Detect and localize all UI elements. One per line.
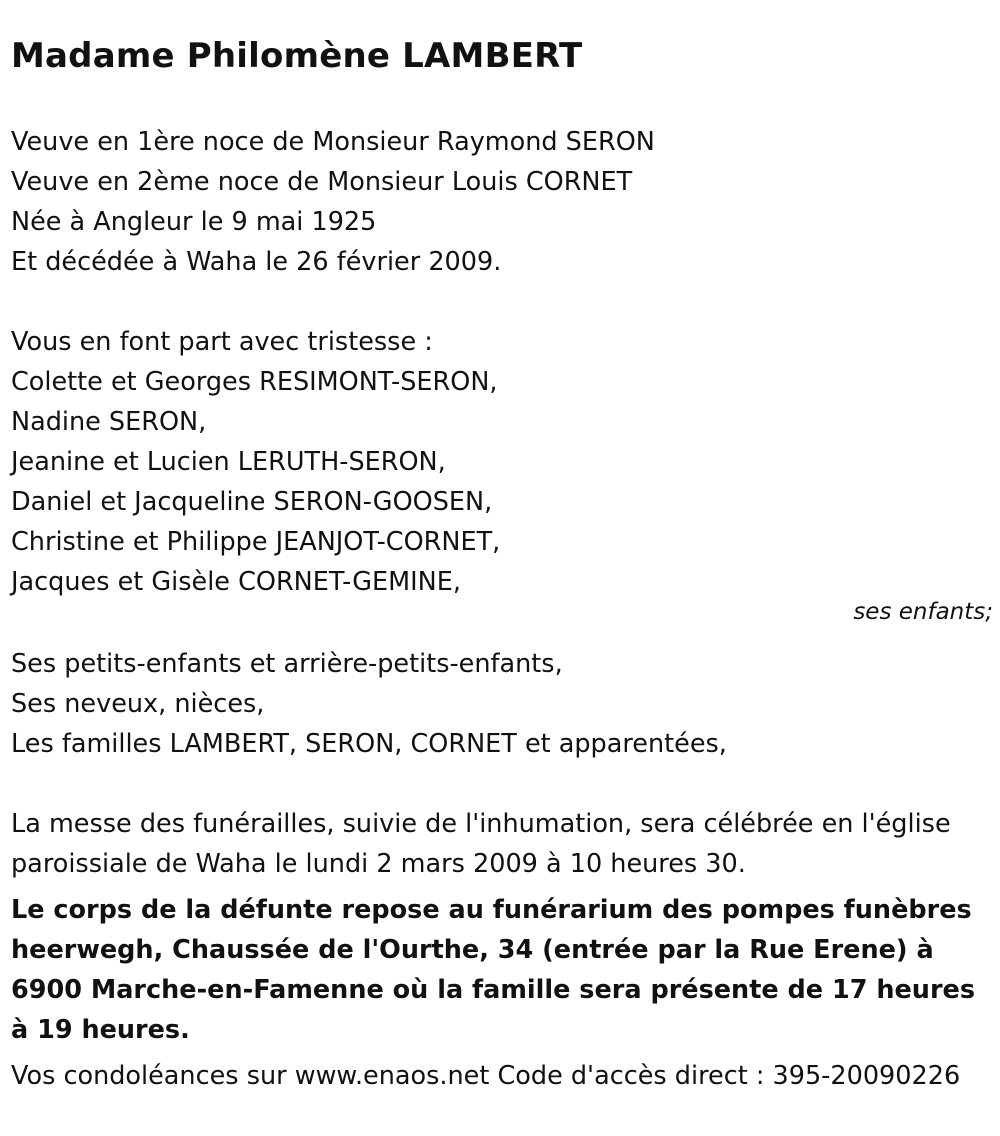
child-entry: Jacques et Gisèle CORNET-GEMINE, <box>11 567 461 597</box>
children-label: ses enfants; <box>853 599 993 625</box>
funeral-details <box>11 804 991 1096</box>
child-entry: Christine et Philippe JEANJOT-CORNET, <box>11 527 501 557</box>
info-line-death: Et décédée à Waha le 26 février 2009. <box>11 247 502 277</box>
child-entry: Nadine SERON, <box>11 407 207 437</box>
relatives-line: Ses petits-enfants et arrière-petits-enfants, <box>11 649 563 679</box>
obituary-notice <box>11 30 991 1096</box>
relatives-line: Les familles LAMBERT, SERON, CORNET et apparentées, <box>11 729 727 759</box>
info-line-first-marriage: Veuve en 1ère noce de Monsieur Raymond SERON <box>11 127 655 157</box>
deceased-info <box>11 122 991 282</box>
child-entry: Colette et Georges RESIMONT-SERON, <box>11 367 498 397</box>
family-announcement <box>11 322 991 764</box>
children-label-row <box>11 599 993 626</box>
family-intro: Vous en font part avec tristesse : <box>11 327 433 357</box>
child-entry: Jeanine et Lucien LERUTH-SERON, <box>11 447 446 477</box>
page-title: Madame Philomène LAMBERT <box>11 36 583 76</box>
funeral-home-text: Le corps de la défunte repose au funérarium des pompes funèbres heerwegh, Chaussée de l'Ourthe, 34 (entrée par la Rue Erene) à 6900 Marche-en-Famenne où la famille sera présente de 17 heures à 19 heures. <box>11 895 975 1045</box>
info-line-birth: Née à Angleur le 9 mai 1925 <box>11 207 377 237</box>
relatives-line: Ses neveux, nièces, <box>11 689 265 719</box>
condolences-text: Vos condoléances sur www.enaos.net Code d'accès direct : 395-20090226 <box>11 1061 961 1091</box>
info-line-second-marriage: Veuve en 2ème noce de Monsieur Louis CORNET <box>11 167 633 197</box>
child-entry: Daniel et Jacqueline SERON-GOOSEN, <box>11 487 493 517</box>
mass-text: La messe des funérailles, suivie de l'inhumation, sera célébrée en l'église paroissiale de Waha le lundi 2 mars 2009 à 10 heures 30. <box>11 809 951 879</box>
